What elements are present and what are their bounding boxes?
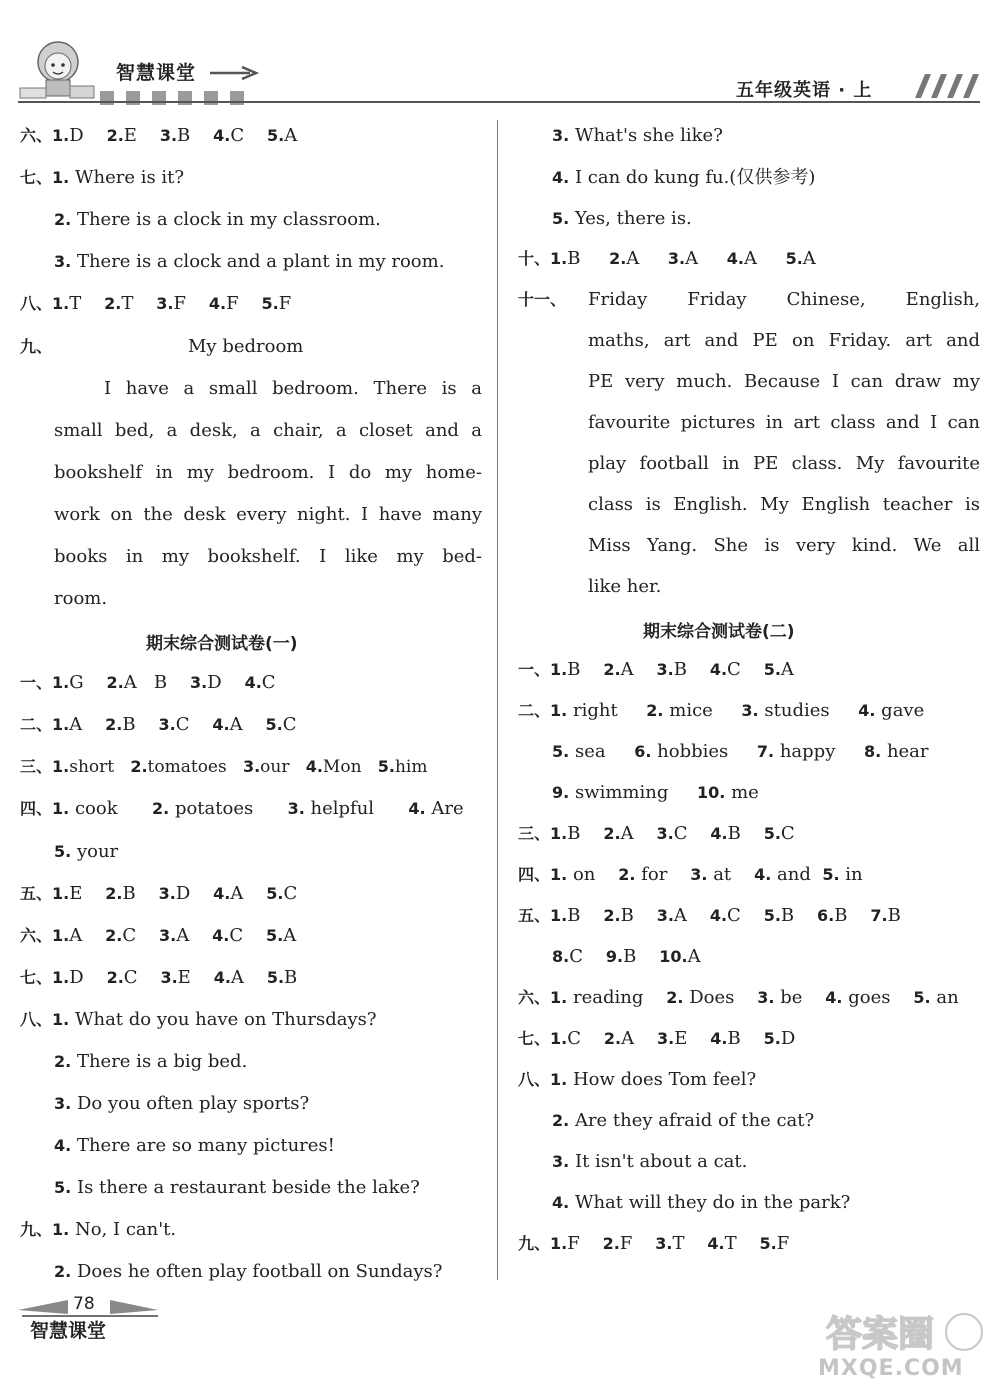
answer-line: 八、1.T 2.T 3.F 4.F 5.F	[20, 293, 292, 314]
essay-line: work on the desk every night. I have many	[54, 504, 482, 525]
answer-line: 3. It isn't about a cat.	[552, 1151, 748, 1172]
answer-line: 2. There is a clock in my classroom.	[54, 209, 381, 230]
answer-line: 2. Are they afraid of the cat?	[552, 1110, 815, 1131]
header-brand: 智慧课堂	[116, 62, 197, 84]
essay-line: bookshelf in my bedroom. I do my home-	[54, 462, 482, 483]
answer-line: 六、1.D 2.E 3.B 4.C 5.A	[20, 125, 298, 146]
answer-line: 3. What's she like?	[552, 125, 723, 146]
answer-line: 七、1. Where is it?	[20, 167, 185, 188]
answer-line: 八、1. What do you have on Thursdays?	[20, 1009, 377, 1030]
answer-line: 一、1.G 2.A B 3.D 4.C	[20, 672, 276, 693]
essay-heading: 九、	[20, 337, 53, 356]
answer-line: 七、1.C 2.A 3.E 4.B 5.D	[518, 1028, 796, 1049]
mascot-illustration	[18, 38, 96, 102]
essay-line: I have a small bedroom. There is a	[104, 378, 482, 399]
column-divider	[497, 120, 498, 1280]
section-title-test1: 期末综合测试卷(一)	[146, 634, 298, 654]
watermark-url: MXQE.COM	[818, 1356, 964, 1381]
page-number: 78	[73, 1294, 95, 1314]
answer-line: 5. sea 6. hobbies 7. happy 8. hear	[552, 741, 929, 762]
passage-line: favourite pictures in art class and I can	[588, 412, 980, 433]
answer-line: 八、1. How does Tom feel?	[518, 1069, 757, 1090]
passage-line: Miss Yang. She is very kind. We all	[588, 535, 980, 556]
passage-line: maths, art and PE on Friday. art and	[588, 330, 980, 351]
answer-line: 四、1. on 2. for 3. at 4. and 5. in	[518, 864, 863, 885]
answer-line: 5. Is there a restaurant beside the lake?	[54, 1177, 420, 1198]
passage-line: Friday Friday Chinese, English,	[588, 289, 980, 310]
essay-line: books in my bookshelf. I like my bed-	[54, 546, 482, 567]
answer-line: 二、1.A 2.B 3.C 4.A 5.C	[20, 714, 297, 735]
answer-line: 六、1.A 2.C 3.A 4.C 5.A	[20, 925, 297, 946]
answer-line: 3. There is a clock and a plant in my room.	[54, 251, 445, 272]
essay-title: My bedroom	[188, 336, 304, 357]
answer-line: 三、1.B 2.A 3.C 4.B 5.C	[518, 823, 795, 844]
passage-line: class is English. My English teacher is	[588, 494, 980, 515]
svg-text:答案圈: 答案圈	[826, 1314, 935, 1355]
answer-line: 9. swimming 10. me	[552, 782, 759, 803]
answer-line: 5. Yes, there is.	[552, 208, 692, 229]
answer-line: 4. What will they do in the park?	[552, 1192, 851, 1213]
header-stripes-decoration	[905, 74, 980, 98]
answer-line: 4. I can do kung fu.(仅供参考)	[552, 167, 816, 188]
page-header	[0, 0, 1000, 110]
answer-line: 九、1. No, I can't.	[20, 1219, 177, 1240]
answer-line: 5. your	[54, 841, 119, 862]
footer-brand: 智慧课堂	[30, 1320, 107, 1342]
answer-line: 2. There is a big bed.	[54, 1051, 248, 1072]
passage-line: PE very much. Because I can draw my	[588, 371, 980, 392]
passage-heading: 十一、	[518, 290, 567, 309]
answer-line: 九、1.F 2.F 3.T 4.T 5.F	[518, 1233, 790, 1254]
essay-line: small bed, a desk, a chair, a closet and a	[54, 420, 482, 441]
answer-line: 十、1.B 2.A 3.A 4.A 5.A	[518, 248, 816, 269]
answer-line: 三、1.short 2.tomatoes 3.our 4.Mon 5.him	[20, 757, 428, 777]
answer-line: 4. There are so many pictures!	[54, 1135, 335, 1156]
section-title-test2: 期末综合测试卷(二)	[643, 622, 795, 642]
header-decoration-squares	[100, 90, 256, 109]
passage-line: play football in PE class. My favourite	[588, 453, 980, 474]
answer-line: 四、1. cook 2. potatoes 3. helpful 4. Are	[20, 798, 464, 819]
answer-line: 2. Does he often play football on Sundays?	[54, 1261, 443, 1282]
answer-line: 五、1.E 2.B 3.D 4.A 5.C	[20, 883, 298, 904]
passage-line: like her.	[588, 576, 662, 597]
grade-subject-label: 五年级英语 · 上	[736, 80, 873, 101]
answer-line: 8.C 9.B 10.A	[552, 946, 701, 967]
arrow-icon	[210, 66, 260, 80]
answer-line: 六、1. reading 2. Does 3. be 4. goes 5. an	[518, 987, 959, 1008]
answer-line: 七、1.D 2.C 3.E 4.A 5.B	[20, 967, 298, 988]
header-rule	[18, 101, 980, 103]
answer-line: 五、1.B 2.B 3.A 4.C 5.B 6.B 7.B	[518, 905, 901, 926]
answer-line: 3. Do you often play sports?	[54, 1093, 310, 1114]
essay-line: room.	[54, 588, 108, 609]
answer-line: 二、1. right 2. mice 3. studies 4. gave	[518, 700, 925, 721]
answer-line: 一、1.B 2.A 3.B 4.C 5.A	[518, 659, 794, 680]
